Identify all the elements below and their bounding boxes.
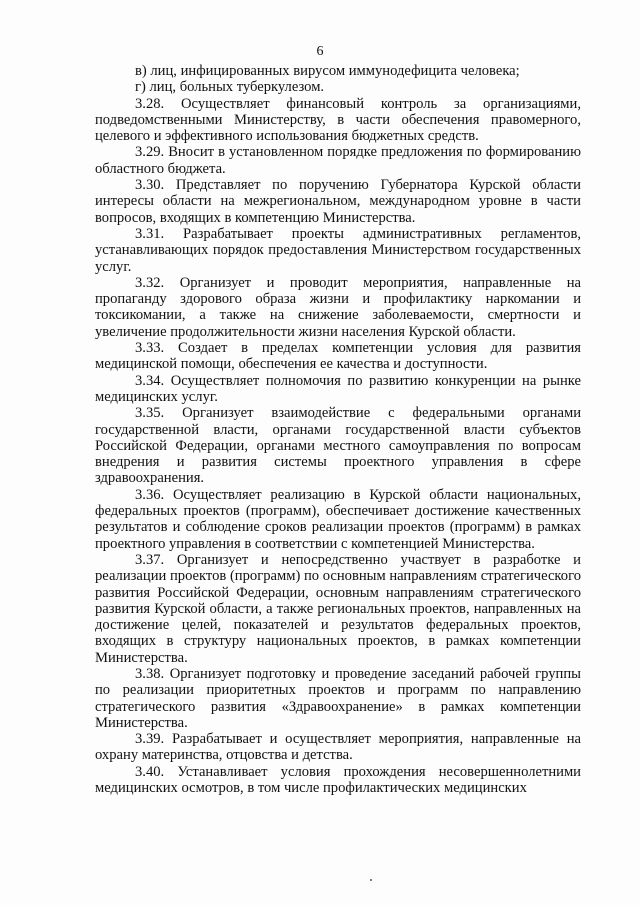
paragraph-g-tuberculosis: г) лиц, больных туберкулезом. [135, 79, 325, 96]
paragraph-3-37: 3.37. Организует и непосредственно участвует в разработке и реализации проектов (программ) по основным направлениям стратегического развития Российской Федерации, основным направлениям стратегического развития Курской области, а также региональных проектов, направленных на достижение целей, показателей и результатов федеральных проектов, входящих в структуру национальных проектов, в рамках компетенции Министерства. [95, 551, 581, 666]
paragraph-3-29: 3.29. Вносит в установленном порядке предложения по формированию областного бюджета. [95, 144, 581, 177]
paragraph-3-35: 3.35. Организует взаимодействие с федеральными органами государственной власти, органами государственной власти субъектов Российской Федерации, органами местного самоуправления по вопросам внедрения и развития системы проектного управления в сфере здравоохранения. [95, 405, 581, 487]
paragraph-3-30: 3.30. Представляет по поручению Губернатора Курской области интересы области на межрегиональном, международном уровне в части вопросов, входящих в компетенцию Министерства. [95, 177, 581, 226]
paragraph-3-40: 3.40. Устанавливает условия прохождения несовершеннолетними медицинских осмотров, в том числе профилактических медицинских [95, 763, 581, 797]
paragraph-3-28: 3.28. Осуществляет финансовый контроль за организациями, подведомственными Министерству, в части обеспечения правомерного, целевого и эффективного использования бюджетных средств. [95, 95, 581, 145]
paragraph-v-hiv: в) лиц, инфицированных вирусом иммунодефицита человека; [135, 63, 520, 79]
paragraph-3-36: 3.36. Осуществляет реализацию в Курской области национальных, федеральных проектов (программ), обеспечивает достижение качественных результатов и соблюдение сроков реализации проектов (программ) в рамках проектного управления в соответствии с компетенцией Министерства. [95, 486, 581, 552]
paragraph-3-32: 3.32. Организует и проводит мероприятия, направленные на пропаганду здорового образа жизни и профилактику наркомании и токсикомании, а также на снижение заболеваемости, смертности и увеличение продолжительности жизни населения Курской области. [95, 274, 581, 340]
page-number: 6 [316, 44, 324, 59]
paragraph-3-34: 3.34. Осуществляет полномочия по развитию конкуренции на рынке медицинских услуг. [95, 372, 581, 405]
paragraph-3-39: 3.39. Разрабатывает и осуществляет мероприятия, направленные на охрану материнства, отцовства и детства. [95, 731, 581, 764]
paragraph-3-31: 3.31. Разрабатывает проекты административных регламентов, устанавливающих порядок предоставления Министерством государственных услуг. [95, 225, 581, 275]
paragraph-3-33: 3.33. Создает в пределах компетенции условия для развития медицинской помощи, обеспечения ее качества и доступности. [95, 340, 581, 373]
paragraph-3-38: 3.38. Организует подготовку и проведение заседаний рабочей группы по реализации приоритетных проектов и программ по направлению стратегического развития «Здравоохранение» в рамках компетенции Министерства. [95, 665, 581, 731]
document-body [95, 63, 581, 796]
scan-speck [370, 879, 372, 881]
